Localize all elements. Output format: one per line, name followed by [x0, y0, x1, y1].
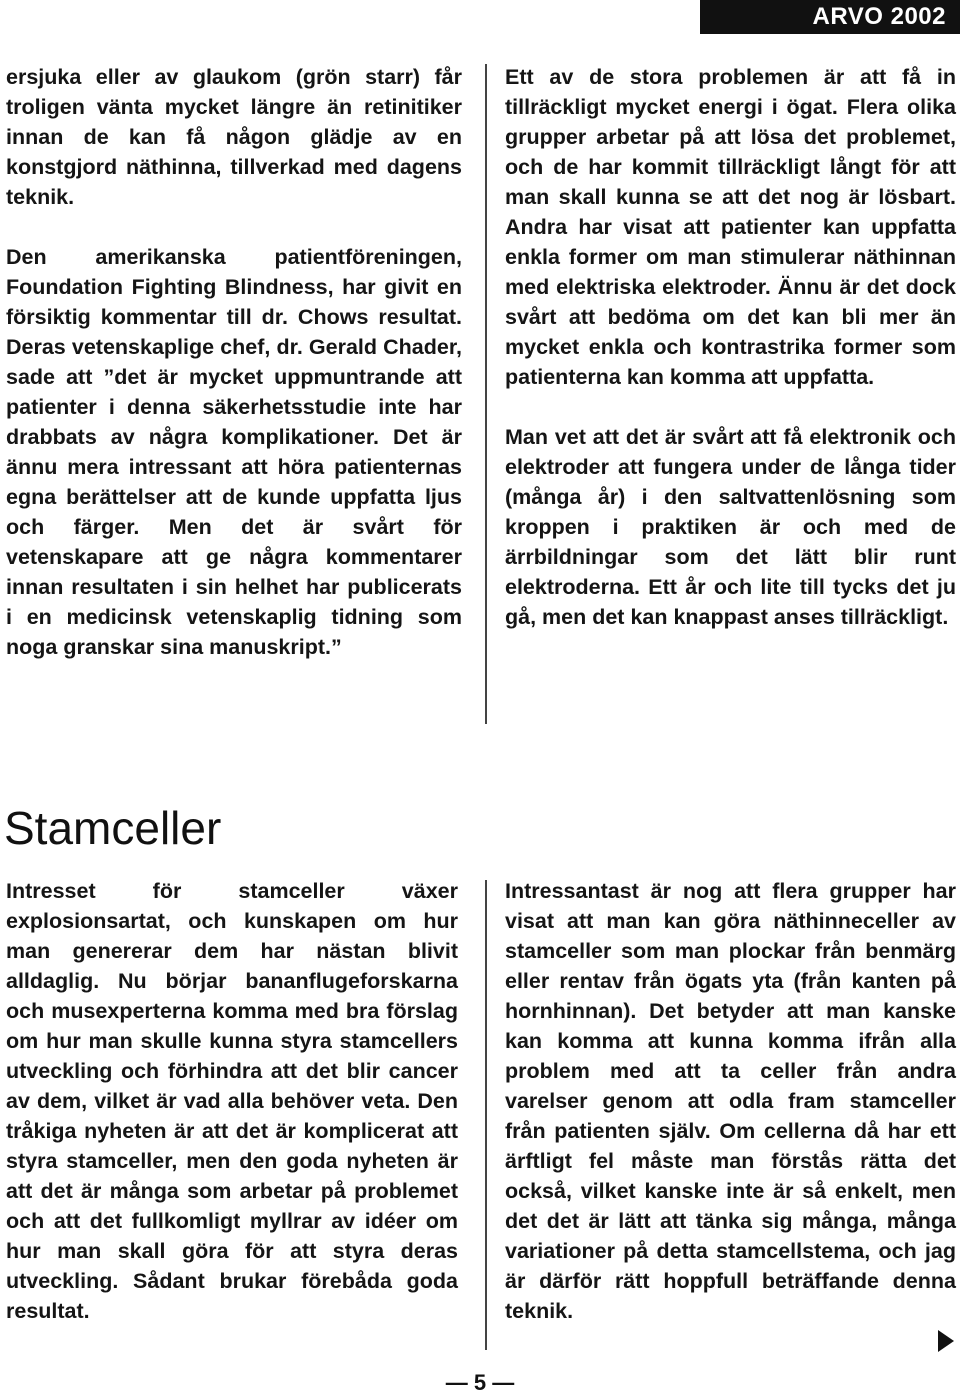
top-right-column	[505, 62, 956, 632]
header-bar	[700, 0, 960, 34]
page-number: — 5 —	[445, 1370, 515, 1395]
column-divider	[485, 64, 487, 724]
paragraph: Intressantast är nog att flera grupper har visat att man kan göra näthinneceller av stamceller som man plockar från benmärg eller rentav från ögats yta (från kanten på hornhinnan). Det betyder att man kanske kan komma att kunna komma ifrån alla problem med att ta celler från andra varelser genom att odla fram stamceller från patienten själv. Om cellerna då har ett ärftligt fel måste man förstås rätta det också, vilket kanske inte är så enkelt, men det det är lätt att tänka sig många, många variationer på detta stamcellstema, och jag är därför rätt hoppfull beträffande denna teknik.	[505, 879, 956, 1323]
paragraph: Den amerikanska patientföreningen, Foundation Fighting Blindness, har givit en försiktig kommentar till dr. Chows resultat. Deras vetenskaplige chef, dr. Gerald Chader, sade att ”det är mycket uppmuntrande att patienter i denna säkerhetsstudie inte har drabbats av några komplikationer. Det är ännu mera intressant att höra patienternas egna berättelser att de kunde uppfatta ljus och färger. Men det är svårt för vetenskapare att ge några kommentarer innan resultaten i sin helhet har publicerats i en medicinsk vetenskaplig tidning som noga granskar sina manuskript.”	[6, 245, 462, 659]
continue-arrow-icon	[938, 1330, 954, 1352]
paragraph: Ett av de stora problemen är att få in tillräckligt mycket energi i ögat. Flera olika grupper arbetar på att lösa det problemet, och de har kommit tillräckligt långt för att man skall kunna se att det nog är lösbart. Andra har visat att patienter kan uppfatta enkla former om man stimulerar näthinnan med elektriska elektroder. Ännu är det dock svårt att bedöma om det kan bli mer än mycket enkla och kontrastrika former som patienterna kan komma att uppfatta.	[505, 65, 956, 389]
column-divider	[485, 880, 487, 1350]
running-header: ARVO 2002	[812, 3, 946, 30]
paragraph: ersjuka eller av glaukom (grön starr) får troligen vänta mycket längre än retinitiker innan de kan få någon glädje av en konstgjord näthinna, tillverkad med dagens teknik.	[6, 65, 462, 209]
paragraph: Intresset för stamceller växer explosionsartat, och kunskapen om hur man genererar dem har nästan blivit alldaglig. Nu börjar bananflugeforskarna och musexperterna komma med bra förslag om hur man skulle kunna styra stamcellers utveckling och förhindra att det blir cancer av dem, vilket är vad alla behöver veta. Den tråkiga nyheten är att det är komplicerat att styra stamceller, men den goda nyheten är att det är många som arbetar på problemet och att det fullkomligt myllrar av idéer om hur man skall göra för att styra deras utveckling. Sådant brukar förebåda goda resultat.	[6, 879, 458, 1323]
bottom-right-column	[505, 876, 956, 1326]
section-heading: Stamceller	[4, 802, 222, 854]
bottom-left-column	[6, 876, 458, 1326]
top-left-column	[6, 62, 462, 662]
paragraph: Man vet att det är svårt att få elektronik och elektroder att fungera under de långa tider (många år) i den saltvattenlösning som kroppen i praktiken är och med de ärrbildningar som det lätt blir runt elektroderna. Ett år och lite till tycks det ju gå, men det kan knappast anses tillräckligt.	[505, 425, 956, 629]
